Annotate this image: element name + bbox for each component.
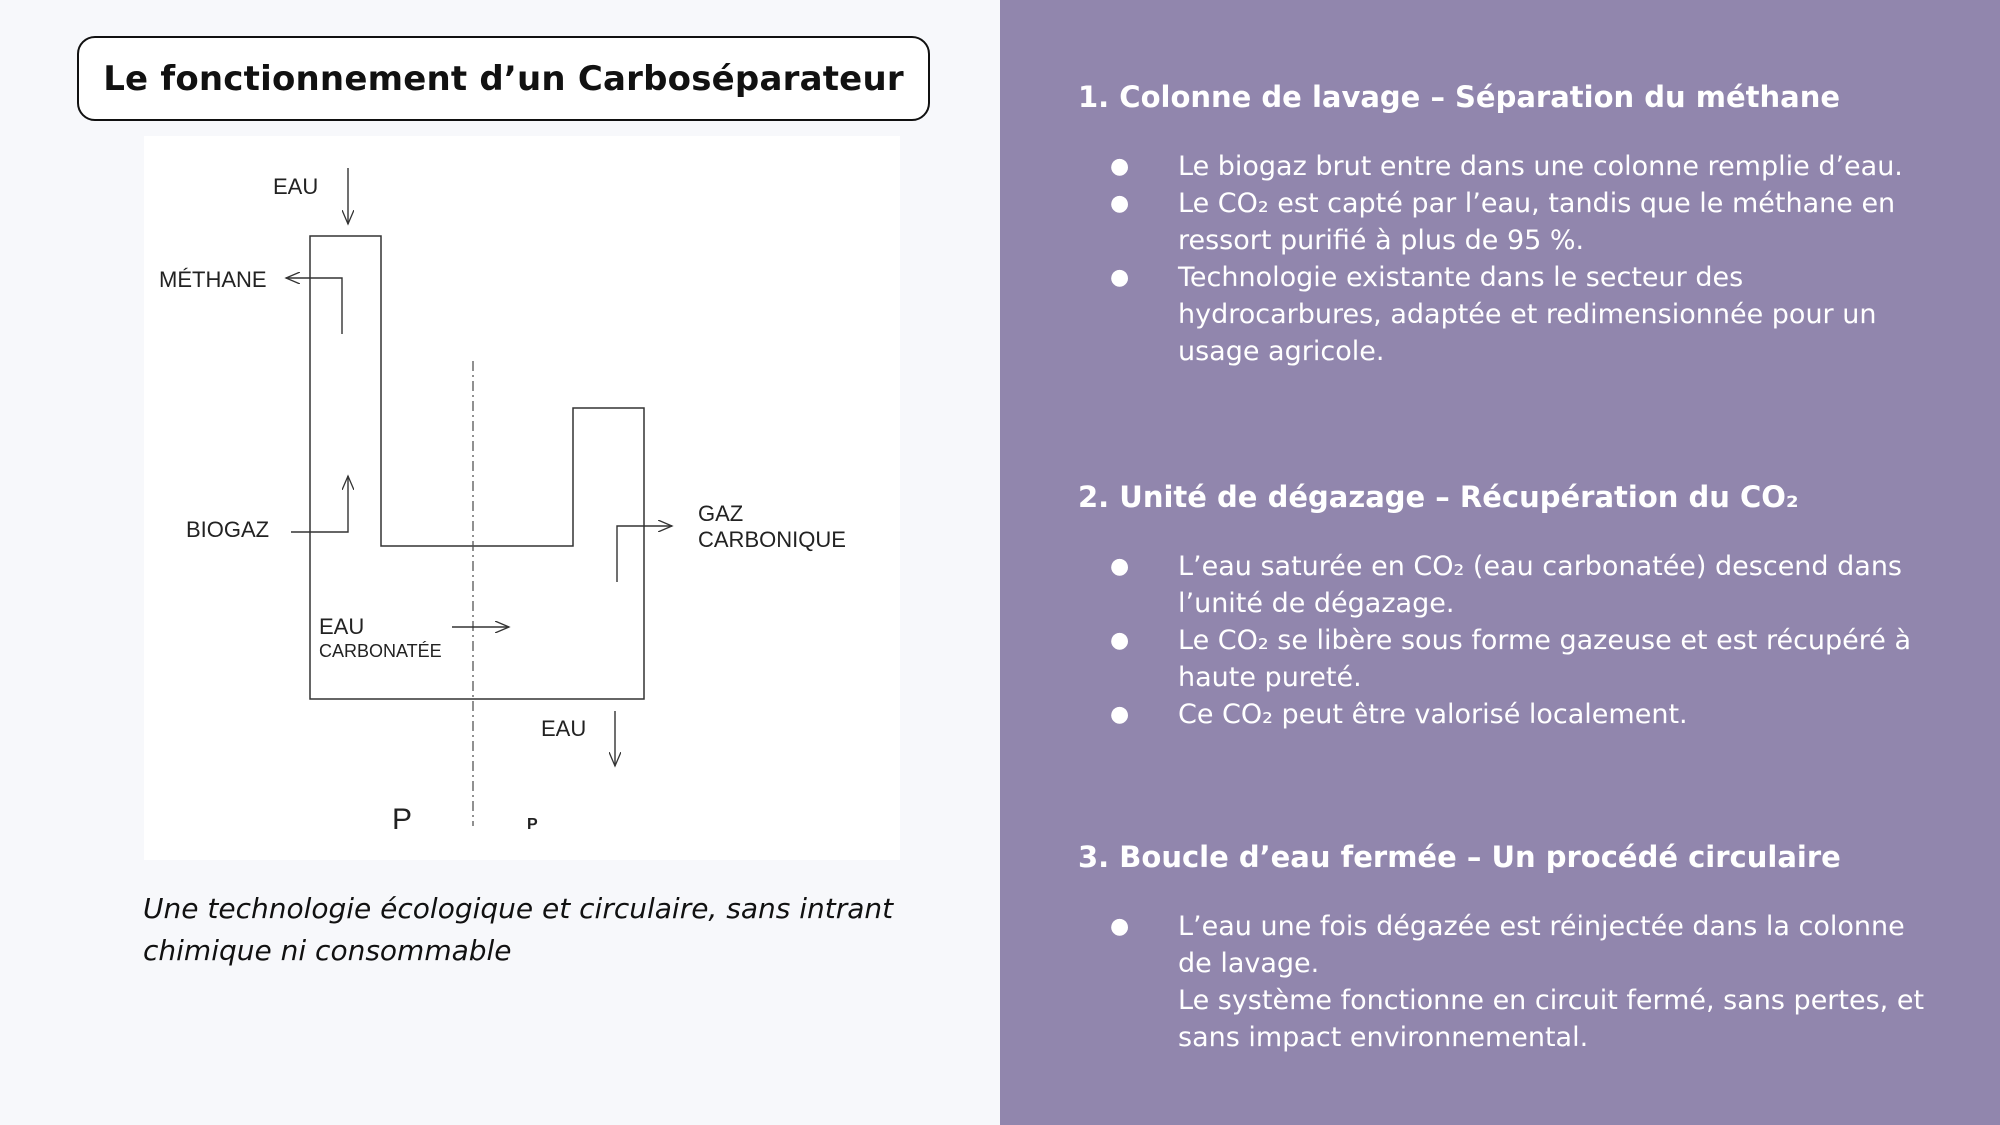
list-item [1078,185,1938,259]
bullet-list [1078,148,1938,370]
list-item-text: Le biogaz brut entre dans une colonne remplie d’eau. [1178,151,1903,182]
label-p-small: P [527,816,538,833]
list-item-text: Technologie existante dans le secteur des hydrocarbures, adaptée et redimensionnée pour un usage agricole. [1178,262,1877,367]
bullet-list [1078,908,1938,1056]
title-box [77,36,930,121]
section-boucle-eau [1078,837,1938,1056]
label-eau-top: EAU [273,174,319,199]
label-eau-bottom: EAU [541,716,587,741]
bullet-icon: ● [1110,702,1130,727]
list-item [1078,548,1938,622]
list-item-text: Le CO₂ est capté par l’eau, tandis que le méthane en ressort purifié à plus de 95 %. [1178,188,1896,256]
bullet-icon: ● [1110,554,1130,579]
list-item-text: Le CO₂ se libère sous forme gazeuse et est récupéré à haute pureté. [1178,625,1912,693]
label-carbonatee: CARBONATÉE [319,641,442,661]
list-item-text: L’eau saturée en CO₂ (eau carbonatée) descend dans l’unité de dégazage. [1178,551,1903,619]
label-methane: MÉTHANE [159,267,267,292]
list-item [1078,696,1938,733]
label-carbonique: CARBONIQUE [698,527,846,552]
section-colonne-lavage [1078,77,1938,370]
diagram-svg [144,136,900,860]
carboseparateur-diagram [144,136,900,860]
diagram-caption: Une technologie écologique et circulaire, sans intrant chimique ni consommable [143,892,894,967]
bullet-icon: ● [1110,914,1130,939]
label-eau-carb: EAU [319,614,365,639]
list-item [1078,622,1938,696]
bullet-icon: ● [1110,628,1130,653]
methane-arrow [286,278,342,334]
list-item-text: Ce CO₂ peut être valorisé localement. [1178,699,1688,730]
list-item-extra-text: Le système fonctionne en circuit fermé, sans pertes, et sans impact environnemental. [1178,985,1925,1053]
page-title: Le fonctionnement d’un Carboséparateur [103,58,904,99]
list-item [1078,908,1938,1056]
section-heading: 3. Boucle d’eau fermée – Un procédé circulaire [1078,840,1841,874]
list-item [1078,259,1938,370]
list-item-text: L’eau une fois dégazée est réinjectée dans la colonne de lavage. [1178,911,1905,979]
biogaz-arrow [291,476,348,532]
bullet-icon: ● [1110,191,1130,216]
label-p-large: P [392,803,413,836]
label-biogaz: BIOGAZ [186,517,270,542]
section-heading: 1. Colonne de lavage – Séparation du méthane [1078,80,1841,114]
bullet-icon: ● [1110,154,1130,179]
list-item [1078,148,1938,185]
section-heading: 2. Unité de dégazage – Récupération du CO₂ [1078,480,1799,514]
bullet-list [1078,548,1938,733]
bullet-icon: ● [1110,265,1130,290]
section-unite-degazage [1078,477,1938,733]
label-gaz: GAZ [698,501,744,526]
